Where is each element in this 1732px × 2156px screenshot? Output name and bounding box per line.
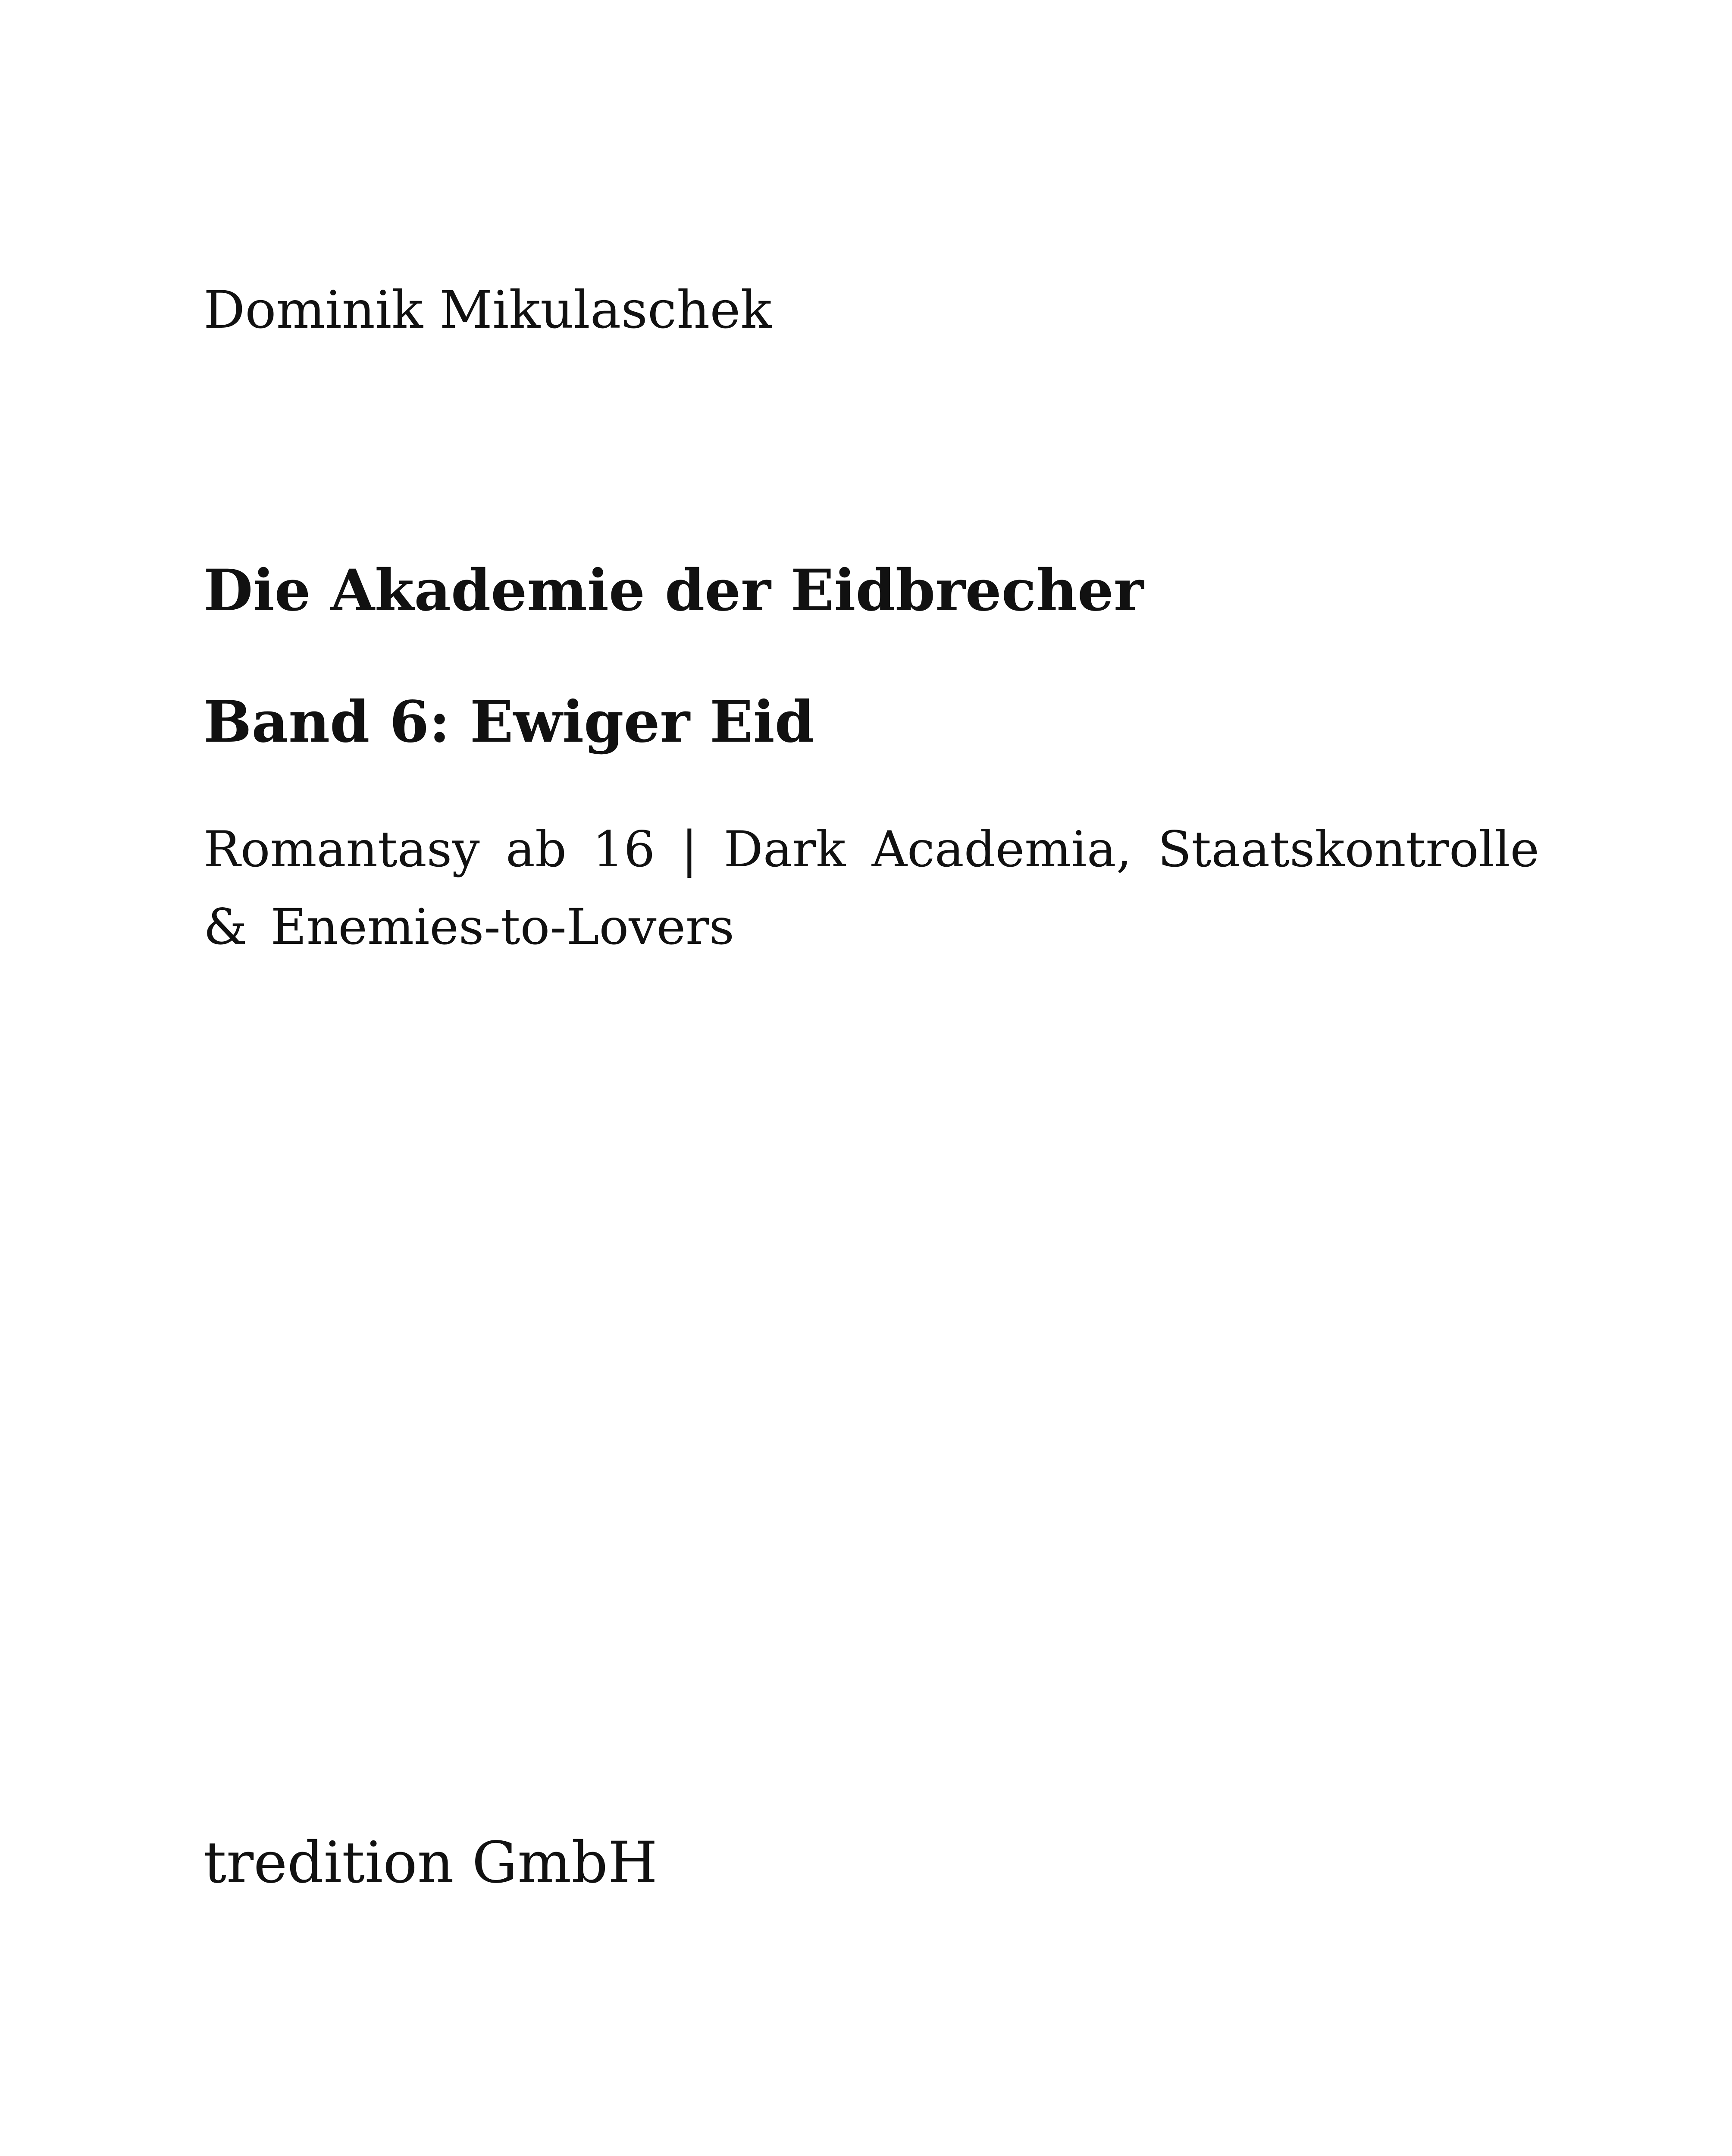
book-title: Die Akademie der Eidbrecher	[204, 557, 1144, 624]
volume-title: Band 6: Ewiger Eid	[204, 689, 815, 755]
genre-tagline: Romantasy ab 16 | Dark Academia, Staatskontrolle & Enemies-to-Lovers	[204, 821, 1539, 956]
publisher-name: tredition GmbH	[204, 1830, 658, 1896]
author-name: Dominik Mikulaschek	[204, 280, 772, 340]
